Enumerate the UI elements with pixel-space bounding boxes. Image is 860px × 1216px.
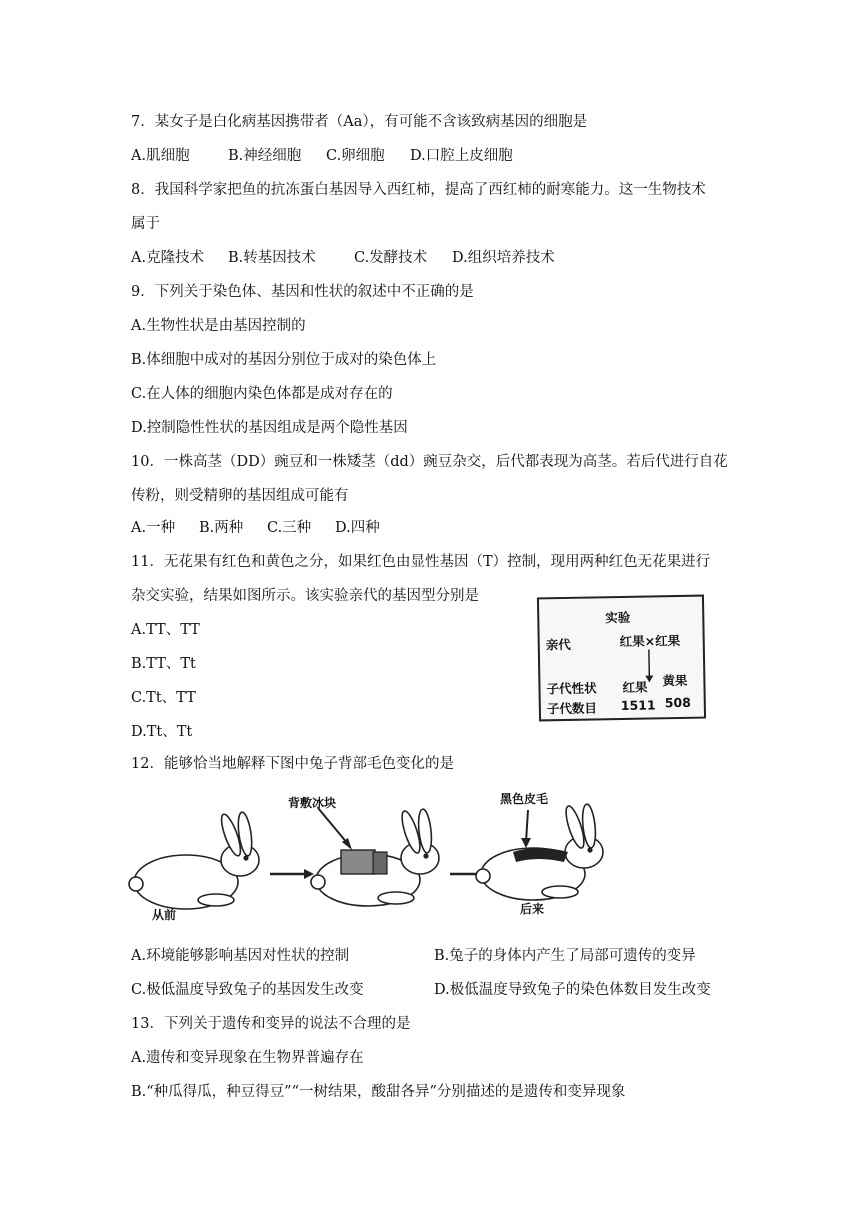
rabbit-illustration bbox=[128, 782, 728, 922]
ice-pack bbox=[341, 850, 375, 874]
q7-option-b: B.神经细胞 bbox=[228, 148, 302, 164]
q10-option-b: B.两种 bbox=[199, 520, 244, 536]
experiment-title: 实验 bbox=[605, 609, 631, 626]
q8-option-a: A.克隆技术 bbox=[131, 250, 205, 266]
label-after: 后来 bbox=[520, 902, 545, 916]
q10-stem-line2: 传粉，则受精卵的基因组成可能有 bbox=[131, 488, 349, 504]
count-red: 1511 bbox=[620, 697, 656, 714]
rabbit-figure bbox=[128, 782, 728, 922]
label-ice-pack: 背敷冰块 bbox=[288, 796, 337, 810]
q9-option-a: A.生物性状是由基因控制的 bbox=[131, 318, 306, 334]
q8-option-b: B.转基因技术 bbox=[228, 250, 316, 266]
q7-option-a: A.肌细胞 bbox=[131, 148, 190, 164]
q12-option-c: C.极低温度导致兔子的基因发生改变 bbox=[131, 982, 364, 998]
q9-stem: 9．下列关于染色体、基因和性状的叙述中不正确的是 bbox=[131, 284, 474, 300]
q8-stem-line2: 属于 bbox=[131, 216, 160, 232]
q11-stem-line2: 杂交实验，结果如图所示。该实验亲代的基因型分别是 bbox=[131, 588, 479, 604]
count-yellow: 508 bbox=[664, 694, 692, 711]
q10-options bbox=[131, 518, 380, 538]
q10-option-c: C.三种 bbox=[267, 520, 312, 536]
q11-stem-line1: 11．无花果有红色和黄色之分，如果红色由显性基因（T）控制，现用两种红色无花果进行 bbox=[131, 554, 711, 570]
q13-stem: 13．下列关于遗传和变异的说法不合理的是 bbox=[131, 1016, 411, 1032]
trait-red: 红果 bbox=[622, 679, 648, 695]
q13-option-b: B.“种瓜得瓜，种豆得豆”“一树结果，酸甜各异”分别描述的是遗传和变异现象 bbox=[131, 1084, 626, 1100]
parent-label: 亲代 bbox=[545, 636, 571, 653]
q13-option-a: A.遗传和变异现象在生物界普遍存在 bbox=[131, 1050, 364, 1066]
q12-option-d: D.极低温度导致兔子的染色体数目发生改变 bbox=[434, 982, 711, 998]
q12-stem: 12．能够恰当地解释下图中兔子背部毛色变化的是 bbox=[131, 756, 454, 772]
q10-option-a: A.一种 bbox=[131, 520, 176, 536]
label-before: 从前 bbox=[152, 908, 177, 922]
q10-stem-line1: 10．一株高茎（DD）豌豆和一株矮茎（dd）豌豆杂交，后代都表现为高茎。若后代进行自花 bbox=[131, 454, 728, 470]
q9-option-c: C.在人体的细胞内染色体都是成对存在的 bbox=[131, 386, 393, 402]
q12-option-b: B.兔子的身体内产生了局部可遗传的变异 bbox=[434, 948, 696, 964]
offspring-trait-label: 子代性状 bbox=[546, 680, 597, 697]
q9-option-b: B.体细胞中成对的基因分别位于成对的染色体上 bbox=[131, 352, 437, 368]
rabbit-before bbox=[129, 811, 259, 909]
q8-stem-line1: 8．我国科学家把鱼的抗冻蛋白基因导入西红柿，提高了西红柿的耐寒能力。这一生物技术 bbox=[131, 182, 706, 198]
q10-option-d: D.四种 bbox=[335, 520, 380, 536]
q7-option-c: C.卵细胞 bbox=[326, 148, 385, 164]
q11-option-a: A.TT、TT bbox=[131, 622, 200, 638]
trait-yellow: 黄果 bbox=[662, 672, 688, 689]
parent-cross: 红果×红果 bbox=[619, 632, 681, 650]
q8-option-c: C.发酵技术 bbox=[354, 250, 428, 266]
q7-options bbox=[131, 146, 513, 166]
q11-option-c: C.Tt、TT bbox=[131, 690, 196, 706]
q7-stem: 7．某女子是白化病基因携带者（Aa），有可能不含该致病基因的细胞是 bbox=[131, 114, 588, 130]
experiment-table bbox=[537, 595, 706, 722]
label-black-fur: 黑色皮毛 bbox=[500, 792, 549, 806]
q9-option-d: D.控制隐性性状的基因组成是两个隐性基因 bbox=[131, 420, 408, 436]
q8-options bbox=[131, 248, 555, 268]
q8-option-d: D.组织培养技术 bbox=[452, 250, 555, 266]
q12-option-a: A.环境能够影响基因对性状的控制 bbox=[131, 948, 350, 964]
q11-option-d: D.Tt、Tt bbox=[131, 724, 193, 740]
offspring-count-label: 子代数目 bbox=[546, 700, 598, 717]
q7-option-d: D.口腔上皮细胞 bbox=[410, 148, 513, 164]
q11-option-b: B.TT、Tt bbox=[131, 656, 196, 672]
